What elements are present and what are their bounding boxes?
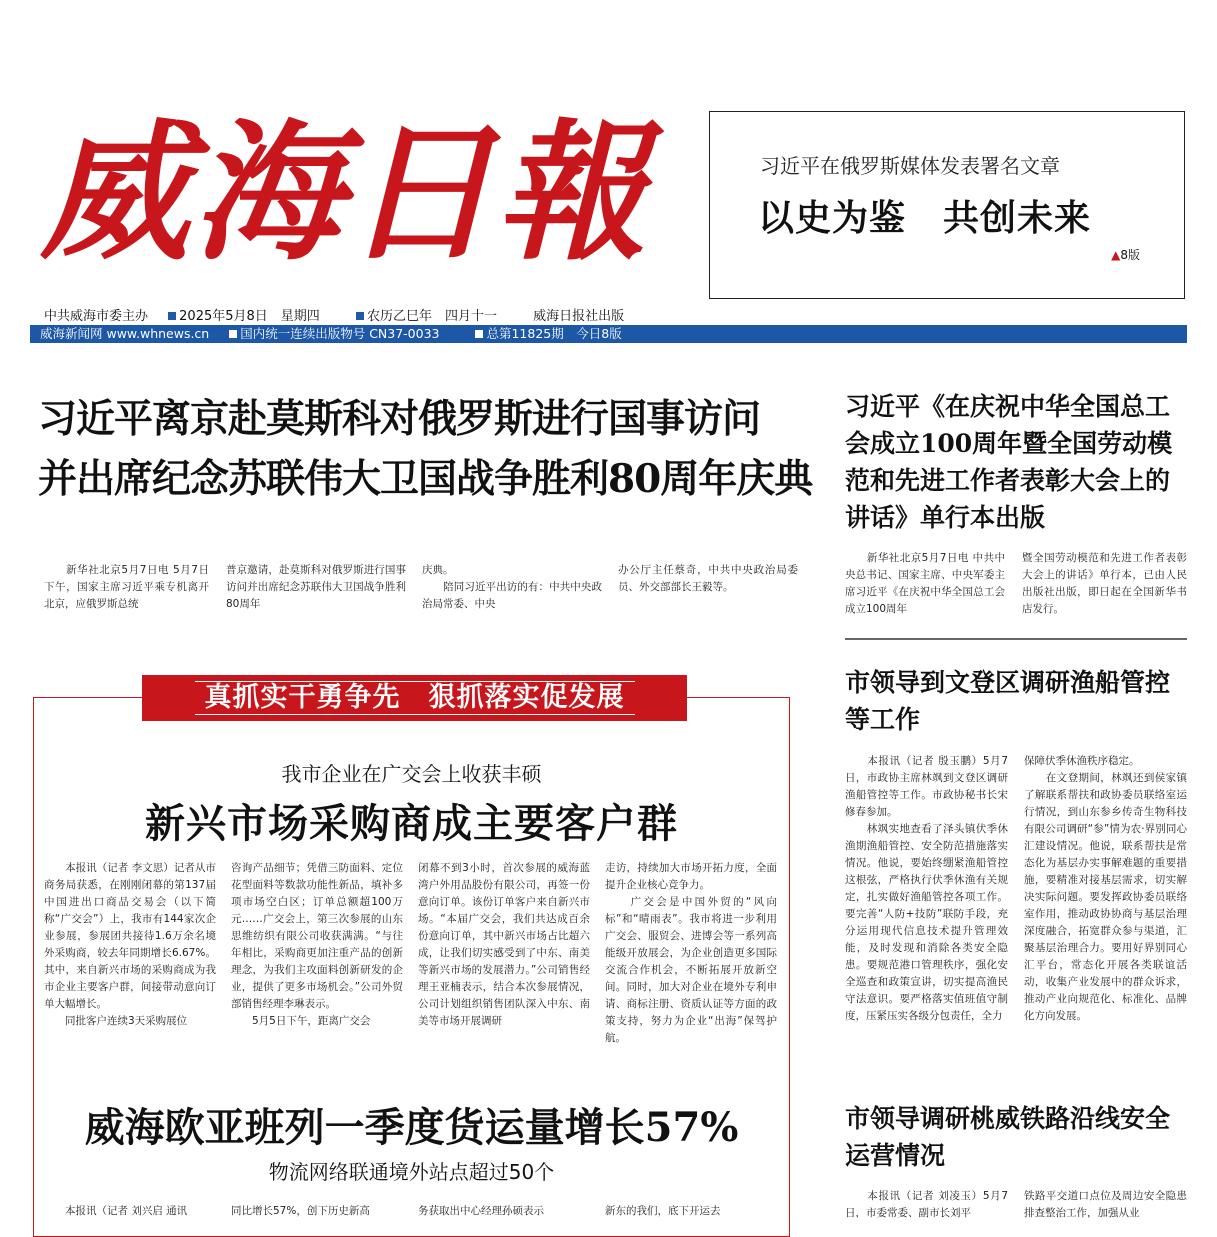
right-story3-col2: 铁路平交道口点位及周边安全隐患排查整治工作，加强从业 xyxy=(1024,1190,1187,1218)
right-story3-col1: 本报讯（记者 刘凌玉）5月7日，市委常委、副市长刘平 xyxy=(845,1190,1008,1218)
feature-story2-col4: 新东的我们，底下开运去 xyxy=(605,1205,721,1217)
right-story2-col2: 保障伏季休渔秩序稳定。 在文登期间，林飒还到侯家镇了解联系帮扶和政协委员联络室运行情况，到山东参乡传奇生物科技有限公司调研“参”情为农·界别同心汇建设情况。他说，联系帮扶是常态化为基层办实事解难题的重要措施，要精准对接基层需求，切实解决实际问题。要发挥政协委员联络室作用，推动政协协商与基层治理深度融合，拓宽群众参与渠道，汇聚基层治理合力。要用好界别同心汇平台，常态化开展各类联谊活动，收集产业发展中的群众诉求，推动产业向规范化、标准化、品牌化方向发展。 xyxy=(1024,755,1187,1022)
lead-body-col4: 办公厅主任蔡奇，中共中央政治局委员、外交部部长王毅等。 xyxy=(618,564,798,593)
feature-story1-col2: 咨询产品细节；凭借三防面料、定位花型面料等数款功能性新品，填补多项市场空白区；订单总额超100万元……广交会上，第三次参展的山东思维纺织有限公司收获满满。“与往年相比，采购商更加注重产品的创新理念，为我们主攻面料创新研发的企业，提供了更多市场机会。”公司外贸部销售经理李琳表示。 5月5日下午，距离广交会 xyxy=(231,862,403,1027)
square-bullet-icon xyxy=(229,330,237,338)
newspaper-logo: 威海日報 xyxy=(40,105,649,281)
feature-story2-subhead: 物流网络联通境外站点超过50个 xyxy=(268,1160,555,1184)
column-divider xyxy=(845,638,1187,640)
masthead-info-bar xyxy=(30,325,1187,343)
lunar-date-label: 农历乙巳年 四月十一 xyxy=(356,309,513,324)
lead-headline-line1[interactable]: 习近平离京赴莫斯科对俄罗斯进行国事访问 xyxy=(38,396,761,442)
right-story2-col1: 本报讯（记者 殷玉鹏）5月7日，市政协主席林飒到文登区调研渔船管控等工作。市政协秘书长宋修春参加。 林飒实地查看了泽头镇伏季休渔期渔船管控、安全防范措施落实情况。他说，要始终绷紧渔船管控这根弦，严格执行伏季休渔有关规定，扎实做好渔船管控各项工作。要完善“人防+技防”联防手段，充分运用现代信息技术提升管理效能，及时发现和消除各类安全隐患。要规范港口管理秩序，强化安全巡查和政策宣讲，切实提高渔民守法意识。要严格落实值班值守制度，压紧压实各级分包责任，全力 xyxy=(845,755,1008,1022)
issue-label: 总第11825期 今日8版 xyxy=(475,326,637,341)
right-story1-col2: 暨全国劳动模范和先进工作者表彰大会上的讲话》单行本，已由人民出版社出版，即日起在全国新华书店发行。 xyxy=(1022,552,1187,615)
issn-label: 国内统一连续出版物号 CN37-0033 xyxy=(229,326,455,341)
press-label: 威海日报社出版 xyxy=(533,309,625,324)
lead-headline-line2[interactable]: 并出席纪念苏联伟大卫国战争胜利80周年庆典 xyxy=(38,456,813,502)
feature-story1-col4: 走访，持续加大市场开拓力度，全面提升企业核心竞争力。 广交会是中国外贸的“风向标”和“晴雨表”。我市将进一步利用广交会、服贸会、进博会等一系列高能级开放展会，为企业创造更多国际交流合作机会，不断拓展开放新空间。同时，加大对企业在境外专利申请、商标注册、资质认证等方面的政策支持，努力为企业“出海”保驾护航。 xyxy=(605,862,777,1044)
feature-story1-col3: 闭幕不到3小时，首次参展的威海蓝湾户外用品股份有限公司，再签一份意向订单。该份订单客户来自新兴市场。“本届广交会，我们共达成百余份意向订单，其中新兴市场占比超六成，让我们切实感受到了中东、南美等新兴市场的发展潜力。”公司销售经理王亚楠表示，结合本次参展情况，公司计划组织销售团队深入中东、南美等市场开展调研 xyxy=(418,862,590,1027)
feature-story2-col1: 本报讯（记者 刘兴启 通讯 xyxy=(44,1205,188,1217)
triangle-icon: ▲ xyxy=(1111,248,1121,262)
lead-body-col2: 普京邀请，赴莫斯科对俄罗斯进行国事访问并出席纪念苏联伟大卫国战争胜利80周年 xyxy=(226,564,406,610)
square-bullet-icon xyxy=(356,312,364,320)
teaser-title[interactable]: 以史为鉴 共创未来 xyxy=(758,197,1092,239)
square-bullet-icon xyxy=(168,312,176,320)
feature-story2-col3: 务获取出中心经理孙硕表示 xyxy=(418,1205,544,1217)
feature-story1-col1: 本报讯（记者 李文思）记者从市商务局获悉，在刚刚闭幕的第137届中国进出口商品交易会（以下简称“广交会”）上，我市有144家次企业参展，参展团共接待1.6万余名境外采购商，较去年同期增长6.67%。其中，来自新兴市场的采购商成为我市企业主要客户群，间接带动意向订单大幅增长。 同批客户连续3天采购展位 xyxy=(44,862,216,1027)
website-label[interactable]: 威海新闻网 www.whnews.cn xyxy=(40,326,210,341)
lead-body-col1: 新华社北京5月7日电 5月7日下午，国家主席习近平乘专机离开北京，应俄罗斯总统 xyxy=(44,564,209,610)
teaser-page-ref: ▲8版 xyxy=(1111,248,1140,262)
feature-story1-kicker: 我市企业在广交会上收获丰硕 xyxy=(281,762,542,786)
right-story3-headline[interactable]: 市领导调研桃威铁路沿线安全运营情况 xyxy=(845,1104,1171,1170)
teaser-kicker: 习近平在俄罗斯媒体发表署名文章 xyxy=(760,154,1060,178)
date-label: 2025年5月8日 星期四 xyxy=(168,309,336,324)
teaser-box[interactable] xyxy=(709,111,1185,299)
right-story1-headline[interactable]: 习近平《在庆祝中华全国总工会成立100周年暨全国劳动模范和先进工作者表彰大会上的讲话》单行本出版 xyxy=(845,392,1173,532)
feature-banner: 真抓实干勇争先 狠抓落实促发展 xyxy=(142,675,687,721)
square-bullet-icon xyxy=(475,330,483,338)
publisher-label: 中共威海市委主办 xyxy=(44,309,149,324)
lead-body-col3: 庆典。 陪同习近平出访的有：中共中央政治局常委、中央 xyxy=(422,564,602,610)
masthead-meta-row xyxy=(44,305,1184,323)
feature-story2-col2: 同比增长57%，创下历史新高 xyxy=(231,1205,370,1217)
right-story1-col1: 新华社北京5月7日电 中共中央总书记、国家主席、中央军委主席习近平《在庆祝中华全国总工会成立100周年 xyxy=(845,552,1005,615)
right-story2-headline[interactable]: 市领导到文登区调研渔船管控等工作 xyxy=(845,668,1171,734)
feature-story1-headline[interactable]: 新兴市场采购商成主要客户群 xyxy=(145,800,678,847)
feature-story2-headline[interactable]: 威海欧亚班列一季度货运量增长57% xyxy=(84,1104,739,1151)
